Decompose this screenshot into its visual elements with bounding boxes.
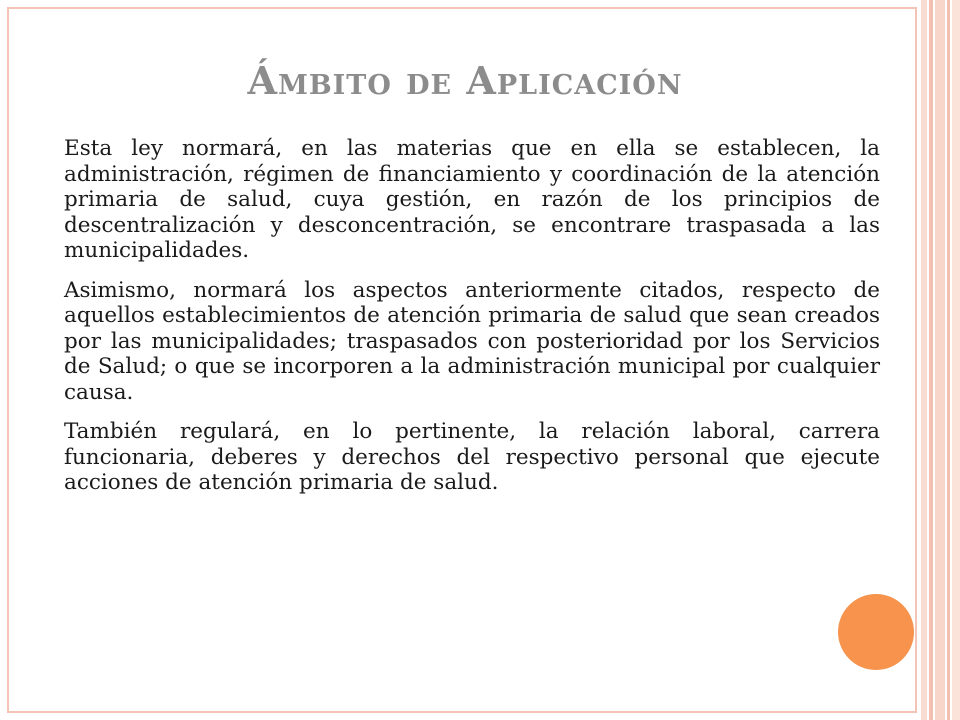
decorative-stripe <box>952 0 960 720</box>
accent-circle-icon <box>838 594 914 670</box>
decorative-stripe <box>935 0 945 720</box>
slide-title: Ámbito de Aplicación <box>247 58 683 103</box>
decorative-stripe <box>921 0 927 720</box>
paragraph-1: Esta ley normará, en las materias que en ella se establecen, la administración, régimen de financiamiento y coordinación de la atención primaria de salud, cuya gestión, en razón de los principios de descentralización y desconcentración, se encontrare traspasada a las municipalidades. <box>64 136 880 263</box>
paragraph-2: Asimismo, normará los aspectos anteriormente citados, respecto de aquellos establecimientos de atención primaria de salud que sean creados por las municipalidades; traspasados con posterioridad por los Servicios de Salud; o que se incorporen a la administración municipal por cualquier causa. <box>64 277 880 405</box>
decorative-stripe <box>947 0 950 720</box>
paragraph-3: También regulará, en lo pertinente, la relación laboral, carrera funcionaria, deberes y derechos del respectivo personal que ejecute acciones de atención primaria de salud. <box>64 419 880 495</box>
decorative-stripe <box>929 0 933 720</box>
slide-body <box>64 136 880 510</box>
